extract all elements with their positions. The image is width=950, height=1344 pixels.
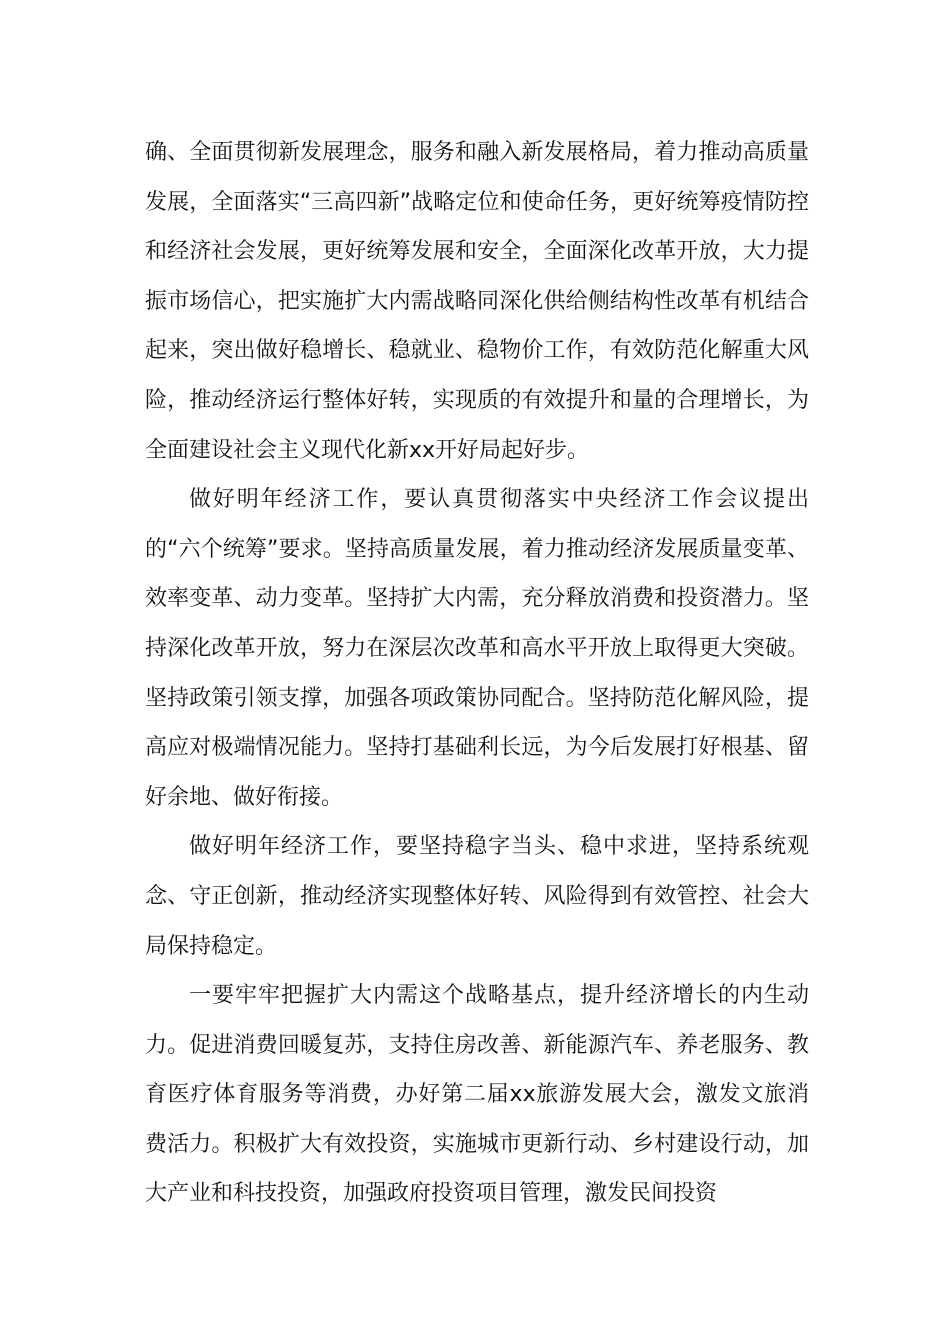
document-body — [145, 128, 809, 1219]
paragraph-1: 确、全面贯彻新发展理念，服务和融入新发展格局，着力推动高质量发展，全面落实“三高四新”战略定位和使命任务，更好统筹疫情防控和经济社会发展，更好统筹发展和安全，全面深化改革开放，大力提振市场信心，把实施扩大内需战略同深化供给侧结构性改革有机结合起来，突出做好稳增长、稳就业、稳物价工作，有效防范化解重大风险，推动经济运行整体好转，实现质的有效提升和量的合理增长，为全面建设社会主义现代化新xx开好局起好步。 — [145, 140, 809, 463]
paragraph-2: 做好明年经济工作，要认真贯彻落实中央经济工作会议提出的“六个统筹”要求。坚持高质量发展，着力推动经济发展质量变革、效率变革、动力变革。坚持扩大内需，充分释放消费和投资潜力。坚持深化改革开放，努力在深层次改革和高水平开放上取得更大突破。坚持政策引领支撑，加强各项政策协同配合。坚持防范化解风险，提高应对极端情况能力。坚持打基础利长远，为今后发展打好根基、留好余地、做好衔接。 — [145, 487, 809, 810]
paragraph-3: 做好明年经济工作，要坚持稳字当头、稳中求进，坚持系统观念、守正创新，推动经济实现整体好转、风险得到有效管控、社会大局保持稳定。 — [145, 834, 809, 959]
paragraph-4: 一要牢牢把握扩大内需这个战略基点，提升经济增长的内生动力。促进消费回暖复苏，支持住房改善、新能源汽车、养老服务、教育医疗体育服务等消费，办好第二届xx旅游发展大会，激发文旅消费活力。积极扩大有效投资，实施城市更新行动、乡村建设行动，加大产业和科技投资，加强政府投资项目管理，激发民间投资 — [145, 983, 809, 1207]
